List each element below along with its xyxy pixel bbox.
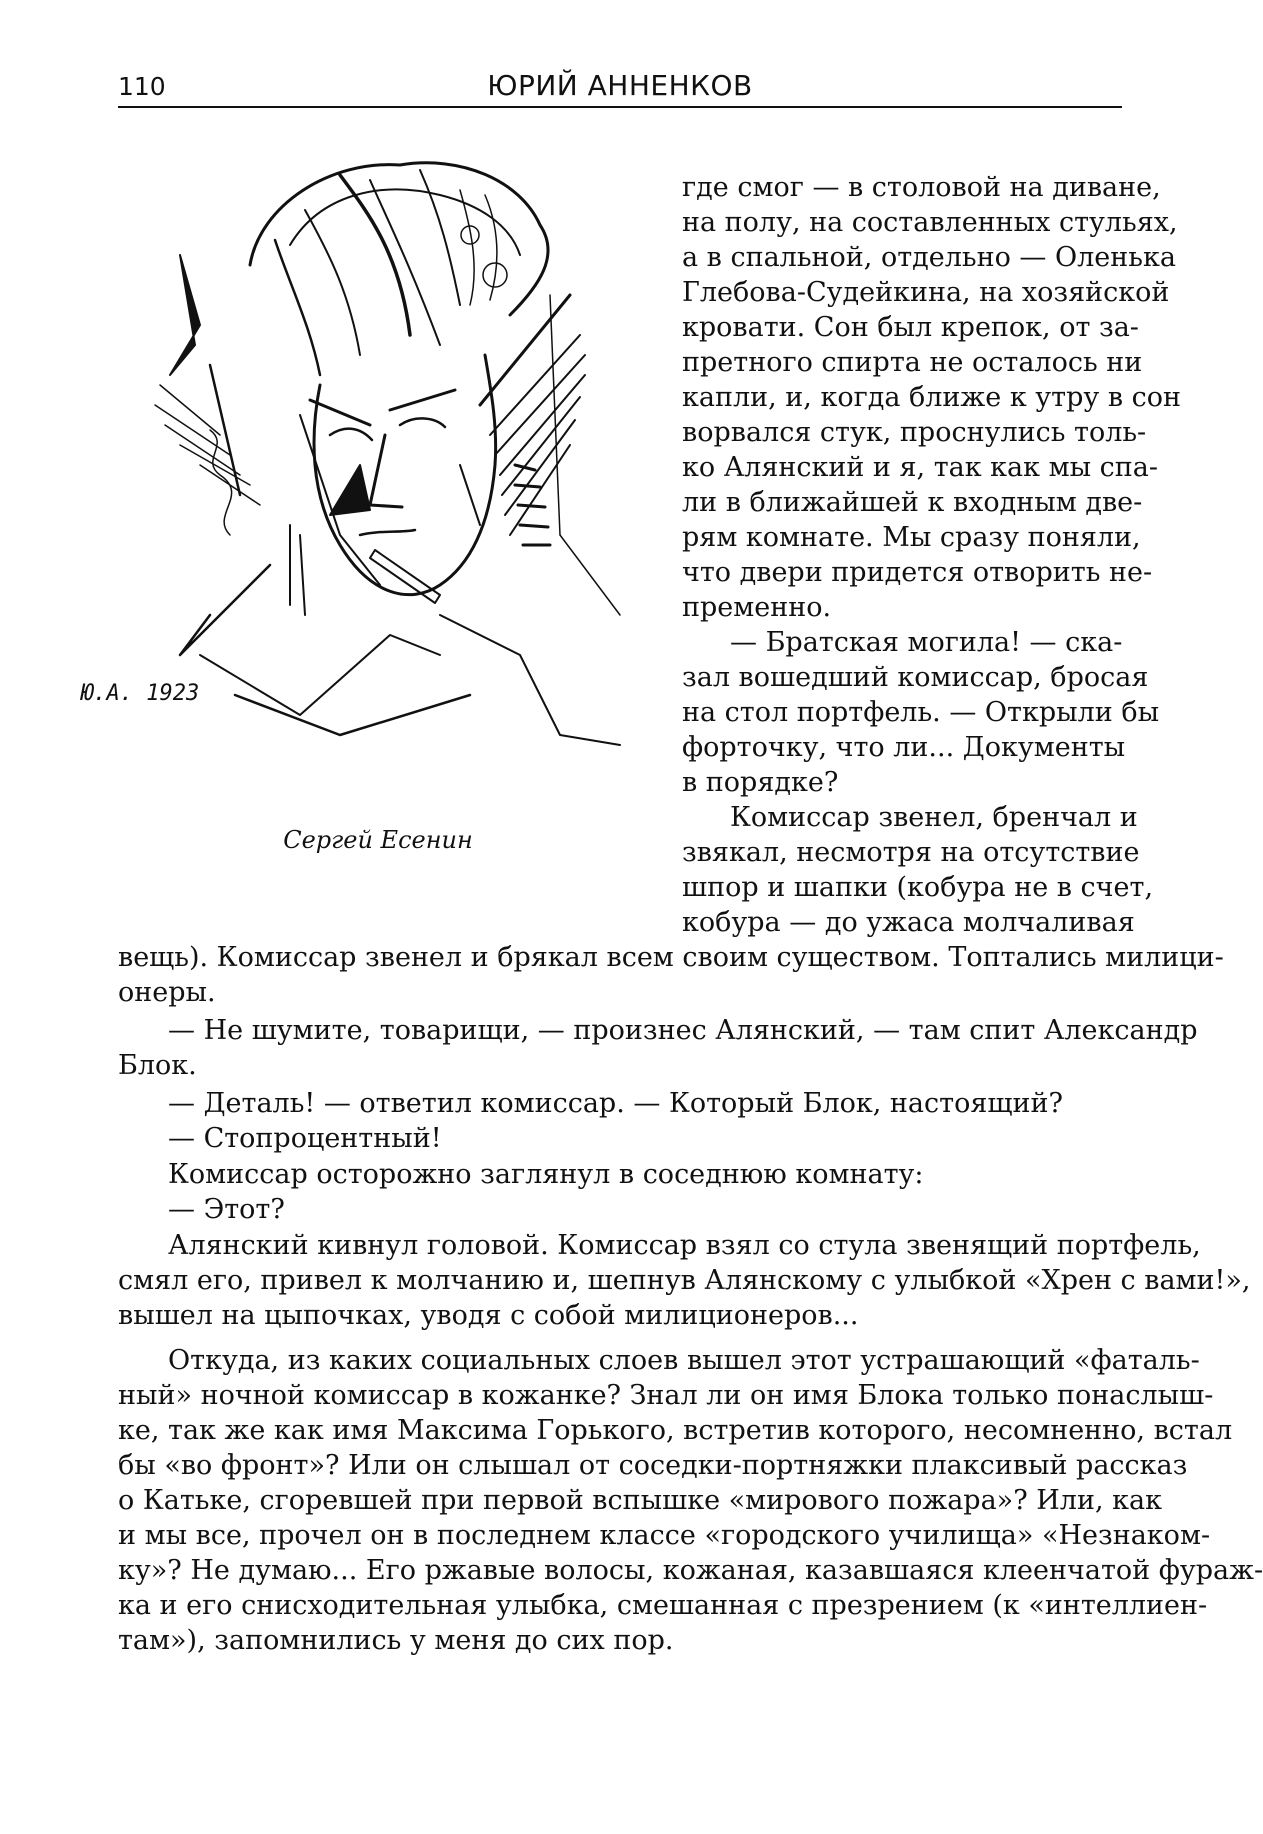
text-line: где смог — в столовой на диване,: [682, 172, 1161, 203]
figure-caption: Сергей Есенин: [283, 826, 473, 854]
text-line: о Катьке, сгоревшей при первой вспышке «мирового пожара»? Или, как: [118, 1485, 1162, 1516]
text-line: форточку, что ли... Документы: [682, 732, 1126, 763]
text-line: Комиссар звенел, бренчал и: [730, 802, 1138, 833]
text-line: шпор и шапки (кобура не в счет,: [682, 872, 1154, 903]
text-line: капли, и, когда ближе к утру в сон: [682, 382, 1182, 413]
text-line: — Стопроцентный!: [168, 1123, 442, 1154]
text-line: кровати. Сон был крепок, от за-: [682, 312, 1139, 343]
text-line: — Деталь! — ответил комиссар. — Который Блок, настоящий?: [168, 1088, 1063, 1119]
text-line: ку»? Не думаю... Его ржавые волосы, кожаная, казавшаяся клеенчатой фураж-: [118, 1555, 1263, 1586]
text-line: на стол портфель. — Открыли бы: [682, 697, 1160, 728]
running-title: ЮРИЙ АННЕНКОВ: [487, 69, 753, 102]
text-line: Глебова-Судейкина, на хозяйской: [682, 277, 1170, 308]
text-line: бы «во фронт»? Или он слышал от соседки-портняжки плаксивый рассказ: [118, 1450, 1188, 1481]
text-line: ли в ближайшей к входным две-: [682, 487, 1143, 518]
text-line: что двери придется отворить не-: [682, 557, 1153, 588]
sketch-signature: Ю.А. 1923: [80, 681, 200, 706]
text-line: рям комнате. Мы сразу поняли,: [682, 522, 1141, 553]
page-header: [118, 66, 1122, 108]
text-line: кобура — до ужаса молчаливая: [682, 907, 1135, 938]
text-line: в порядке?: [682, 767, 839, 798]
page-number: 110: [118, 72, 166, 101]
text-line: ко Алянский и я, так как мы спа-: [682, 452, 1159, 483]
text-line: и мы все, прочел он в последнем классе «городского училища» «Незнаком-: [118, 1520, 1211, 1551]
text-line: Откуда, из каких социальных слоев вышел этот устрашающий «фаталь-: [168, 1345, 1200, 1376]
text-line: Комиссар осторожно заглянул в соседнюю комнату:: [168, 1159, 924, 1190]
text-line: звякал, несмотря на отсутствие: [682, 837, 1140, 868]
text-line: ный» ночной комиссар в кожанке? Знал ли он имя Блока только понаслыш-: [118, 1380, 1214, 1411]
text-line: претного спирта не осталось ни: [682, 347, 1143, 378]
text-line: вещь). Комиссар звенел и брякал всем своим существом. Топтались милици-: [118, 942, 1224, 973]
text-line: — Не шумите, товарищи, — произнес Алянский, — там спит Александр: [168, 1015, 1198, 1046]
text-line: там»), запомнились у меня до сих пор.: [118, 1625, 674, 1656]
text-line: смял его, привел к молчанию и, шепнув Алянскому с улыбкой «Хрен с вами!»,: [118, 1265, 1251, 1296]
text-line: ка и его снисходительная улыбка, смешанная с презрением (к «интеллиен-: [118, 1590, 1208, 1621]
text-line: зал вошедший комиссар, бросая: [682, 662, 1149, 693]
text-line: Блок.: [118, 1050, 197, 1081]
text-line: — Братская могила! — ска-: [730, 627, 1123, 658]
text-line: — Этот?: [168, 1194, 285, 1225]
text-line: а в спальной, отдельно — Оленька: [682, 242, 1176, 273]
text-line: ворвался стук, проснулись толь-: [682, 417, 1147, 448]
text-line: ке, так же как имя Максима Горького, встретив которого, несомненно, встал: [118, 1415, 1233, 1446]
text-line: онеры.: [118, 977, 216, 1008]
text-line: пременно.: [682, 592, 832, 623]
portrait-sketch: [80, 135, 660, 785]
text-line: Алянский кивнул головой. Комиссар взял со стула звенящий портфель,: [168, 1230, 1201, 1261]
text-line: на полу, на составленных стульях,: [682, 207, 1178, 238]
text-line: вышел на цыпочках, уводя с собой милиционеров...: [118, 1300, 859, 1331]
